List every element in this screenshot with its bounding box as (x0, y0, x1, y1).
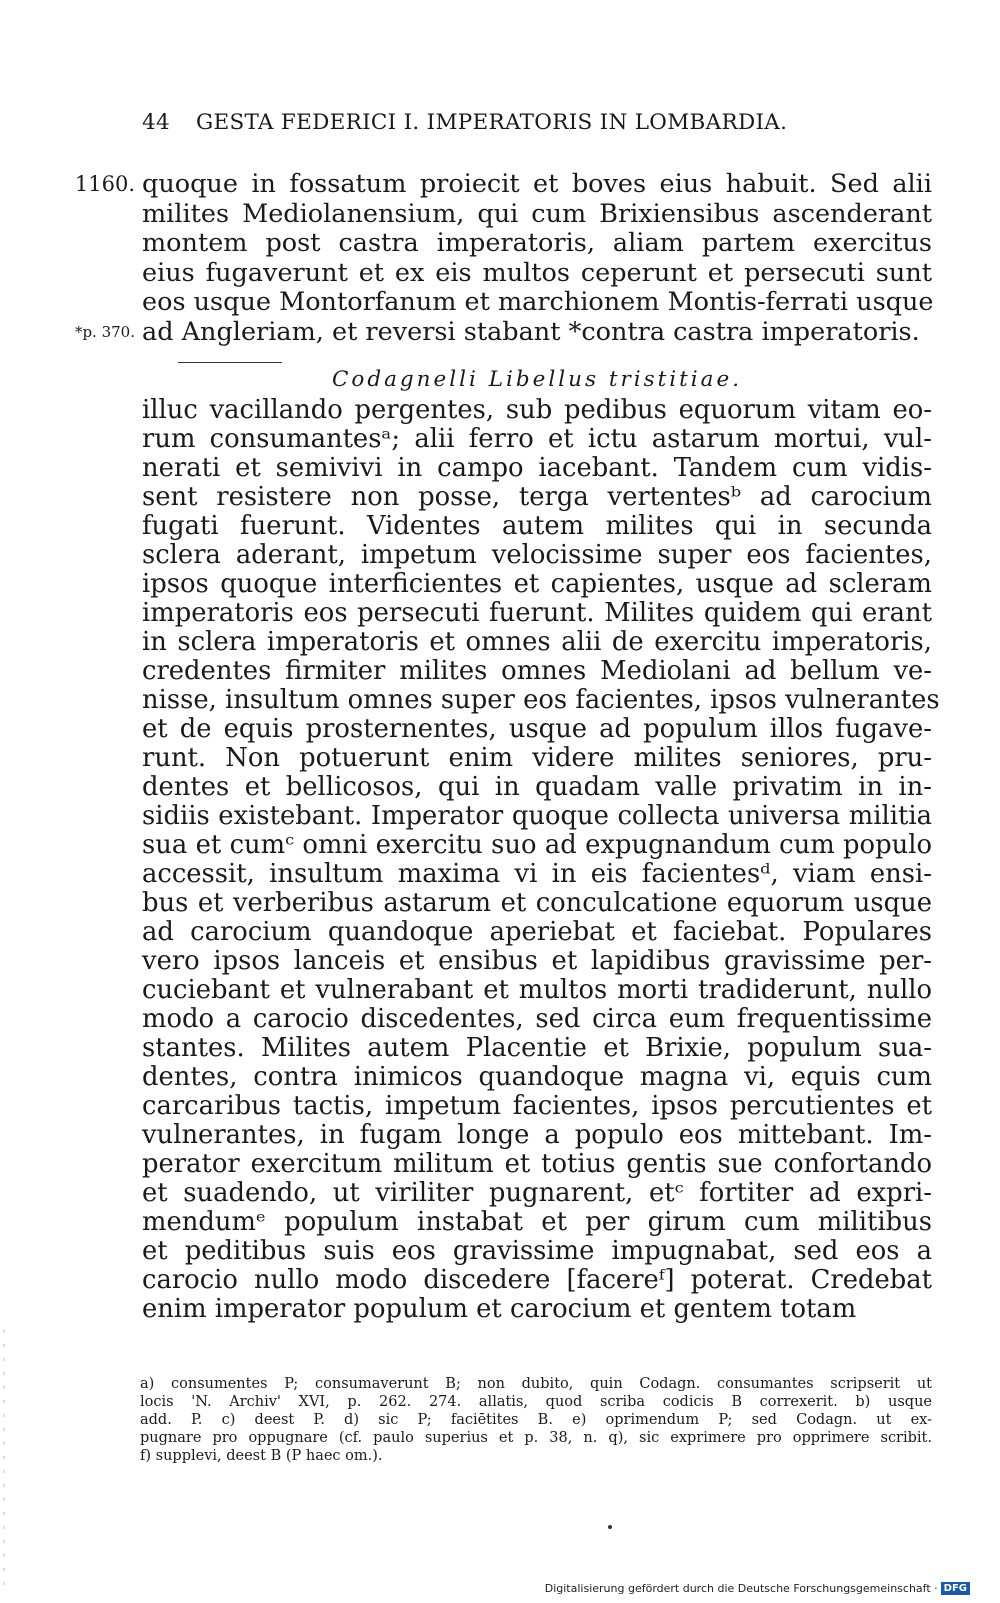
text-line: rum consumantesᵃ; alii ferro et ictu astarum mortui, vul- (142, 424, 932, 454)
text-line: carcaribus tactis, impetum facientes, ipsos percutientes et (142, 1091, 932, 1121)
text-line: dentes et bellicosos, qui in quadam valle privatim in in- (142, 772, 932, 802)
text-line: sua et cumᶜ omni exercitu suo ad expugnandum cum populo (142, 830, 932, 860)
dfg-logo: DFG (941, 1582, 970, 1595)
footnote-line: pugnare pro oppugnare (cf. paulo superius et p. 38, n. q), sic exprimere pro opprimere scribit. (140, 1430, 932, 1446)
running-header (142, 110, 932, 135)
scan-edge-marks (3, 1330, 5, 1590)
text-line: imperatoris eos persecuti fuerunt. Milites quidem qui erant (142, 598, 932, 628)
text-line: eius fugaverunt et ex eis multos ceperunt et persecuti sunt (142, 257, 932, 288)
page-number: 44 (142, 110, 170, 135)
text-line: perator exercitum militum et totius gentis sue confortando (142, 1149, 932, 1179)
margin-page-ref: *p. 370. (74, 322, 135, 341)
text-line: cuciebant et vulnerabant et multos morti tradiderunt, nullo (142, 975, 932, 1005)
text-line: enim imperator populum et carocium et gentem totam (142, 1294, 857, 1324)
text-line: accessit, insultum maxima vi in eis facientesᵈ, viam ensi- (142, 859, 932, 889)
text-line: bus et verberibus astarum et conculcatione equorum usque (142, 888, 932, 918)
text-line: sidiis existebant. Imperator quoque collecta universa militia (142, 801, 932, 831)
separator-rule (178, 362, 282, 363)
text-line: 1160. quoque in fossatum proiecit et boves eius habuit. Sed alii (74, 169, 932, 199)
text-line: vero ipsos lanceis et ensibus et lapidibus gravissime per- (142, 946, 932, 976)
digitization-credit (545, 1582, 970, 1595)
text-line: vulnerantes, in fugam longe a populo eos mittebant. Im- (142, 1120, 932, 1150)
text-line: eos usque Montorfanum et marchionem Montis-ferrati usque (142, 287, 934, 317)
running-title: GESTA FEDERICI I. IMPERATORIS IN LOMBARDIA. (195, 110, 788, 135)
text-line: illuc vacillando pergentes, sub pedibus equorum vitam eo- (142, 395, 932, 425)
text-line: modo a carocio discedentes, sed circa eum frequentissime (142, 1004, 932, 1034)
text-line: sent resistere non posse, terga vertentesᵇ ad carocium (142, 482, 932, 512)
text-line: nisse, insultum omnes super eos facientes, ipsos vulnerantes (142, 685, 940, 715)
text-line: stantes. Milites autem Placentie et Brixie, populum sua- (142, 1033, 932, 1063)
text-line: dentes, contra inimicos quandoque magna vi, equis cum (142, 1062, 932, 1092)
footnote-line: locis 'N. Archiv' XVI, p. 262. 274. allatis, quod scriba codicis B correxerit. b) usque (140, 1394, 932, 1410)
text-line: fugati fuerunt. Videntes autem milites qui in secunda (142, 511, 932, 541)
speck-mark (608, 1525, 612, 1529)
text-line: et peditibus suis eos gravissime impugnabat, sed eos a (142, 1236, 932, 1266)
footnote-line: a) consumentes P; consumaverunt B; non dubito, quin Codagn. consumantes scripserit ut (140, 1376, 932, 1392)
text-line: milites Mediolanensium, qui cum Brixiensibus ascenderant (142, 198, 932, 229)
footnote-line: add. P. c) deest P. d) sic P; faciētites B. e) oprimendum P; sed Codagn. ut ex- (140, 1412, 932, 1428)
text-line: credentes firmiter milites omnes Mediolani ad bellum ve- (142, 656, 932, 686)
text-line: mendumᵉ populum instabat et per girum cum militibus (142, 1207, 932, 1237)
footnote-line: f) supplevi, deest B (P haec om.). (140, 1448, 383, 1464)
text-line: sclera aderant, impetum velocissime super eos facientes, (142, 540, 932, 570)
text-line: ad carocium quandoque aperiebat et faciebat. Populares (142, 917, 932, 947)
text-line: in sclera imperatoris et omnes alii de exercitu imperatoris, (142, 627, 932, 657)
text-line: et suadendo, ut viriliter pugnarent, etᶜ fortiter ad expri- (142, 1178, 932, 1208)
text-line: nerati et semivivi in campo iacebant. Tandem cum vidis- (142, 453, 932, 483)
margin-year: 1160. (74, 172, 135, 196)
text-line: carocio nullo modo discedere [facereᶠ] poterat. Credebat (142, 1265, 932, 1295)
footnotes (140, 1375, 932, 1465)
section-subheading: Codagnelli Libellus tristitiae. (331, 367, 743, 392)
text-line: et de equis prosternentes, usque ad populum illos fugave- (142, 714, 932, 744)
text-line: *p. 370. ad Angleriam, et reversi stabant *contra castra imperatoris. (74, 316, 920, 347)
top-text-block (74, 169, 934, 347)
credit-text: Digitalisierung gefördert durch die Deutsche Forschungsgemeinschaft · (544, 1582, 938, 1595)
text-line: ipsos quoque interficientes et capientes, usque ad scleram (142, 569, 932, 599)
text-line: montem post castra imperatoris, aliam partem exercitus (142, 228, 932, 258)
main-text-block (142, 395, 940, 1324)
text-line: runt. Non potuerunt enim videre milites seniores, pru- (142, 743, 932, 773)
